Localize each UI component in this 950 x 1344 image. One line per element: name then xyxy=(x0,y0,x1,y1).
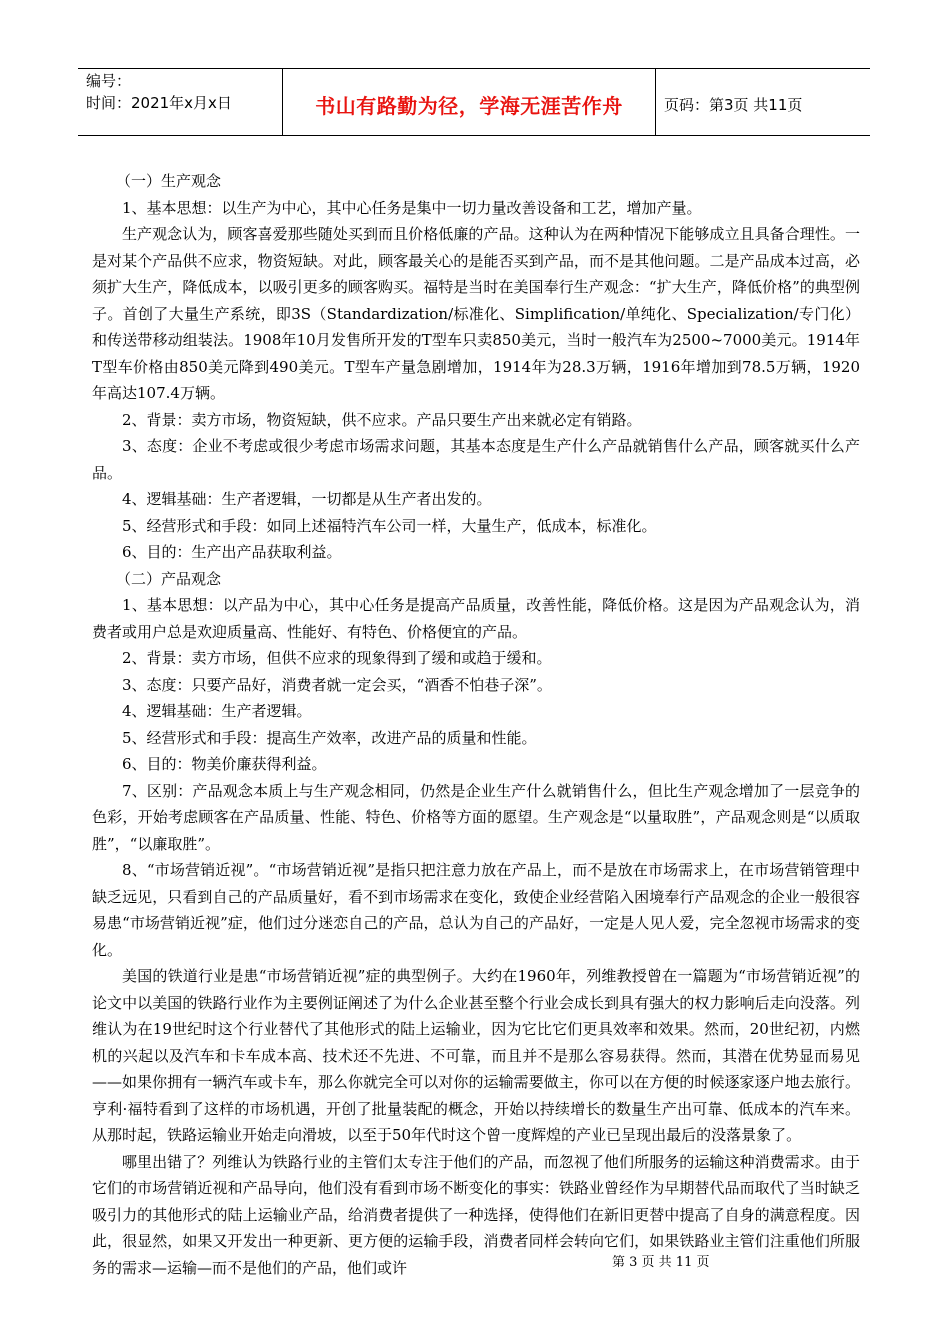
time-label: 时间：2021年x月x日 xyxy=(86,94,232,112)
number-label: 编号： xyxy=(86,72,132,90)
paragraph: 5、经营形式和手段：如同上述福特汽车公司一样，大量生产，低成本，标准化。 xyxy=(122,516,657,535)
header-meta-cell xyxy=(78,69,283,135)
document-body xyxy=(92,168,860,1281)
paragraph: 1、基本思想：以产品为中心，其中心任务是提高产品质量，改善性能，降低价格。这是因为产品观念认为，消费者或用户总是欢迎质量高、性能好、有特色、价格便宜的产品。 xyxy=(92,596,860,641)
paragraph: 1、基本思想：以生产为中心，其中心任务是集中一切力量改善设备和工艺，增加产量。 xyxy=(122,198,702,217)
paragraph: 8、“市场营销近视”。“市场营销近视”是指只把注意力放在产品上，而不是放在市场需求上，在市场营销管理中缺乏远见，只看到自己的产品质量好，看不到市场需求在变化，致使企业经营陷入困境奉行产品观念的企业一般很容易患“市场营销近视”症，他们过分迷恋自己的产品，总认为自己的产品好，一定是人见人爱，完全忽视市场需求的变化。 xyxy=(92,861,860,959)
paragraph: 3、态度：只要产品好，消费者就一定会买，“酒香不怕巷子深”。 xyxy=(122,675,552,694)
paragraph: 2、背景：卖方市场，但供不应求的现象得到了缓和或趋于缓和。 xyxy=(122,649,552,667)
paragraph: 6、目的：生产出产品获取利益。 xyxy=(122,543,342,561)
paragraph: 哪里出错了？列维认为铁路行业的主管们太专注于他们的产品，而忽视了他们所服务的运输这种消费需求。由于它们的市场营销近视和产品导向，他们没有看到市场不断变化的事实：铁路业曾经作为早期替代品而取代了当时缺乏吸引力的其他形式的陆上运输业产品，给消费者提供了一种选择，使得他们在新旧更替中提高了自身的满意程度。因此，很显然，如果又开发出一种更新、更方便的运输手段，消费者同样会转向它们，如果铁路业主管们注重他们所服务的需求—运输—而不是他们的产品，他们或许 xyxy=(92,1152,860,1277)
section-heading: （二）产品观念 xyxy=(116,569,222,588)
paragraph: 3、态度：企业不考虑或很少考虑市场需求问题，其基本态度是生产什么产品就销售什么产品，顾客就买什么产品。 xyxy=(92,437,860,482)
paragraph: 4、逻辑基础：生产者逻辑，一切都是从生产者出发的。 xyxy=(122,490,492,508)
paragraph: 美国的铁道行业是患“市场营销近视”症的典型例子。大约在1960年，列维教授曾在一篇题为“市场营销近视”的论文中以美国的铁路行业作为主要例证阐述了为什么企业甚至整个行业会成长到具有强大的权力影响后走向没落。列维认为在19世纪时这个行业替代了其他形式的陆上运输业，因为它比它们更具效率和效果。然而，20世纪初，内燃机的兴起以及汽车和卡车成本高、技术还不先进、不可靠，而且并不是那么容易获得。然而，其潜在优势显而易见——如果你拥有一辆汽车或卡车，那么你就完全可以对你的运输需要做主，你可以在方便的时候逐家逐户地去旅行。亨利·福特看到了这样的市场机遇，开创了批量装配的概念，开始以持续增长的数量生产出可靠、低成本的汽车来。从那时起，铁路运输业开始走向滑坡，以至于50年代时这个曾一度辉煌的产业已呈现出最后的没落景象了。 xyxy=(92,967,860,1144)
paragraph: 2、背景：卖方市场，物资短缺，供不应求。产品只要生产出来就必定有销路。 xyxy=(122,410,642,429)
page-footer: 第 3 页 共 11 页 xyxy=(612,1255,710,1270)
header-page-cell xyxy=(656,69,870,135)
paragraph: 5、经营形式和手段：提高生产效率，改进产品的质量和性能。 xyxy=(122,728,537,747)
page-label: 页码：第3页 共11页 xyxy=(664,95,803,114)
header-table xyxy=(78,68,870,136)
paragraph: 4、逻辑基础：生产者逻辑。 xyxy=(122,702,312,720)
header-motto-cell xyxy=(283,69,656,135)
motto-text: 书山有路勤为径，学海无涯苦作舟 xyxy=(315,93,623,118)
paragraph: 生产观念认为，顾客喜爱那些随处买到而且价格低廉的产品。这种认为在两种情况下能够成立且具备合理性。一是对某个产品供不应求，物资短缺。对此，顾客最关心的是能否买到产品，而不是其他问题。二是产品成本过高，必须扩大生产，降低成本，以吸引更多的顾客购买。福特是当时在美国奉行生产观念：“扩大生产，降低价格”的典型例子。首创了大量生产系统，即3S（Standardization/标准化、Simplification/单纯化、Specialization/专门化）和传送带移动组装法。1908年10月发售所开发的T型车只卖850美元，当时一般汽车为2500~7000美元。1914年T型车价格由850美元降到490美元。T型车产量急剧增加，1914年为28.3万辆，1916年增加到78.5万辆，1920年高达107.4万辆。 xyxy=(92,225,860,402)
paragraph: 7、区别：产品观念本质上与生产观念相同，仍然是企业生产什么就销售什么，但比生产观念增加了一层竞争的色彩，开始考虑顾客在产品质量、性能、特色、价格等方面的愿望。生产观念是“以量取胜”，产品观念则是“以质取胜”，“以廉取胜”。 xyxy=(92,781,860,853)
paragraph: 6、目的：物美价廉获得利益。 xyxy=(122,755,327,773)
section-heading: （一）生产观念 xyxy=(116,172,222,190)
